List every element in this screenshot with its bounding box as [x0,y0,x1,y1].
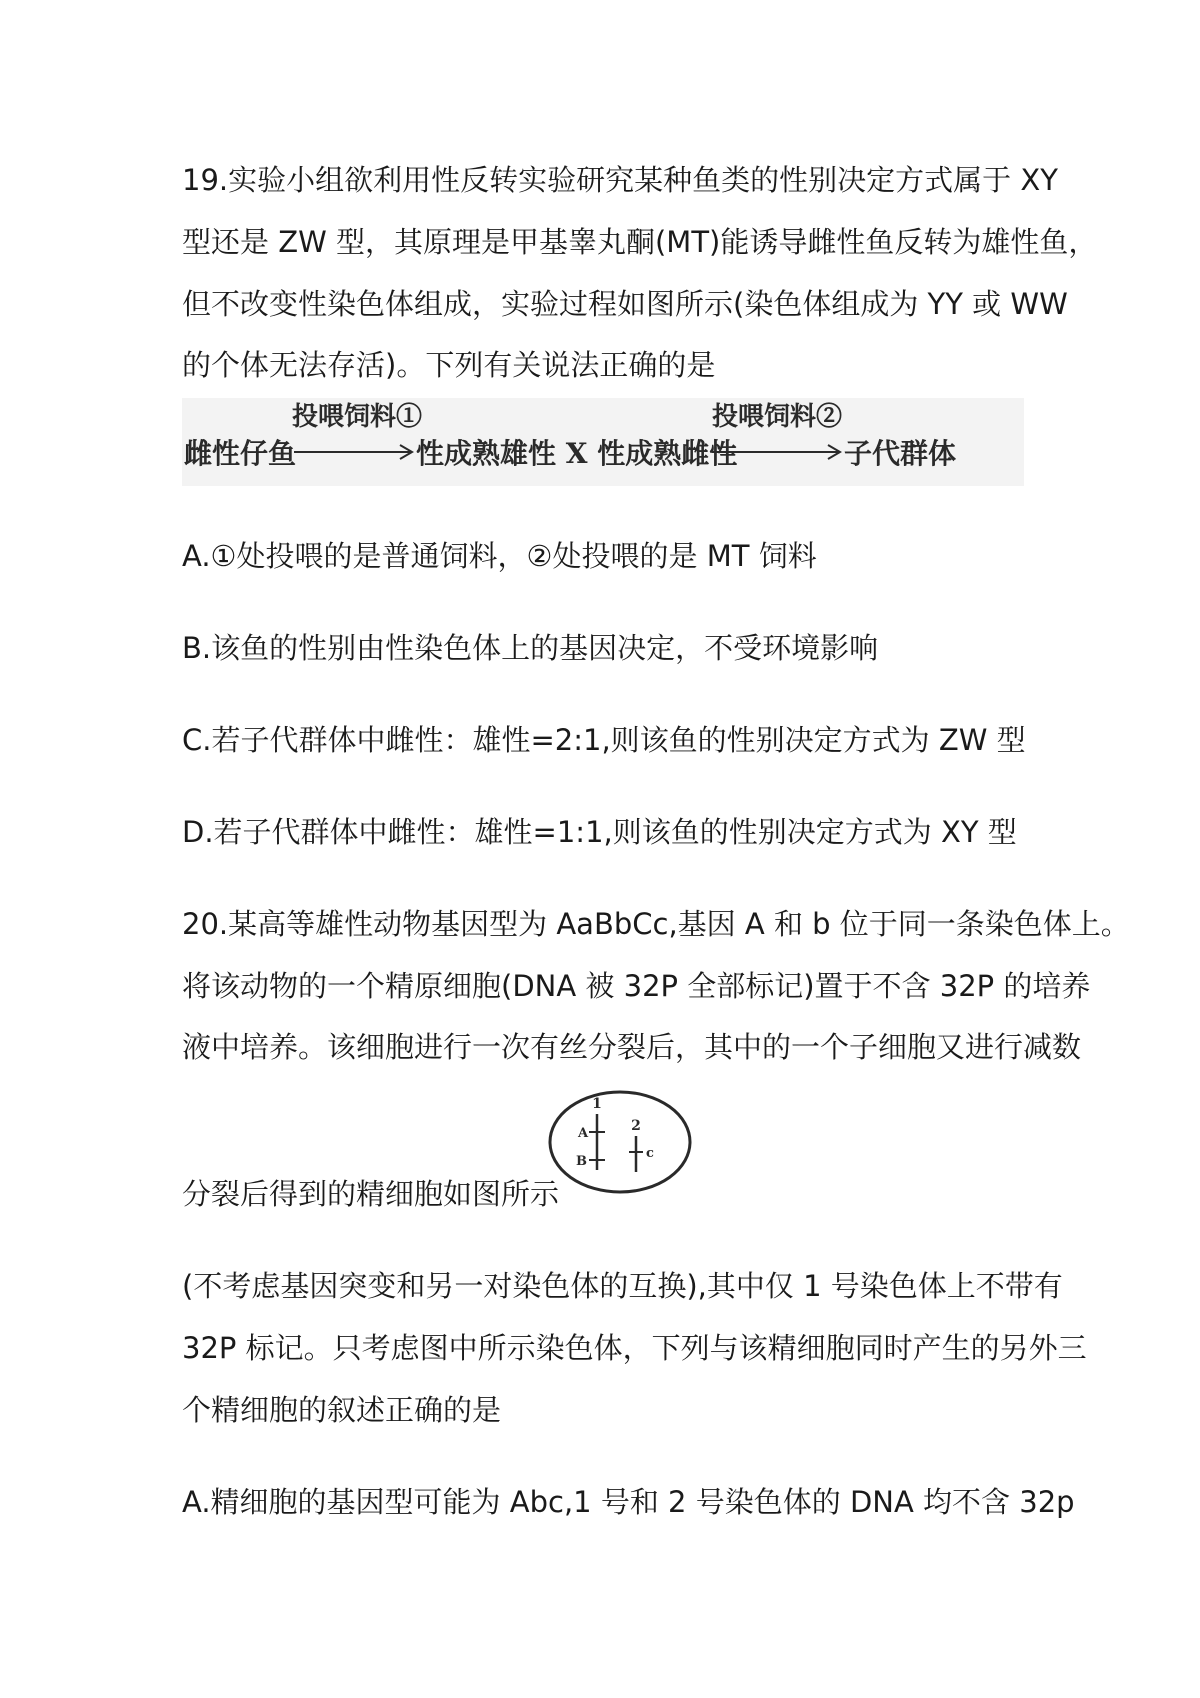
gene-c-label: c [646,1146,654,1161]
q19-option-c: C.若子代群体中雌性：雄性=2:1,则该鱼的性别决定方式为 ZW 型 [182,723,1026,757]
q19-experiment-flow-diagram [182,398,1024,486]
q19-stem-line-1: 19.实验小组欲利用性反转实验研究某种鱼类的性别决定方式属于 XY [182,163,1058,197]
q20-stem-line-4: 分裂后得到的精细胞如图所示 [182,1177,560,1211]
q20-stem-line-5: (不考虑基因突变和另一对染色体的互换),其中仅 1 号染色体上不带有 [182,1269,1063,1303]
flow-middle-node: 性成熟雄性 X 性成熟雌性 [416,437,738,470]
q20-stem-line-6: 32P 标记。只考虑图中所示染色体，下列与该精细胞同时产生的另外三 [182,1331,1087,1365]
sperm-cell-diagram [540,1080,700,1202]
gene-a-label: A [578,1126,589,1141]
q19-option-a: A.①处投喂的是普通饲料，②处投喂的是 MT 饲料 [182,539,817,573]
sperm-cell-figure [540,1080,700,1202]
flow-arrow-2-label: 投喂饲料② [712,402,843,432]
q19-stem-line-3: 但不改变性染色体组成，实验过程如图所示(染色体组成为 YY 或 WW [182,287,1068,321]
q19-stem-line-2: 型还是 ZW 型，其原理是甲基睾丸酮(MT)能诱导雌性鱼反转为雄性鱼， [182,225,1098,259]
flow-start-node: 雌性仔鱼 [184,437,297,470]
q20-option-a: A.精细胞的基因型可能为 Abc,1 号和 2 号染色体的 DNA 均不含 32p [182,1485,1075,1519]
gene-b-label: B [576,1154,587,1169]
q19-option-b: B.该鱼的性别由性染色体上的基因决定，不受环境影响 [182,631,879,665]
flow-end-node: 子代群体 [844,437,957,470]
q19-option-d: D.若子代群体中雌性：雄性=1:1,则该鱼的性别决定方式为 XY 型 [182,815,1017,849]
flow-arrow-1-label: 投喂饲料① [292,402,423,432]
q20-stem-line-1: 20.某高等雄性动物基因型为 AaBbCc,基因 A 和 b 位于同一条染色体上。 [182,907,1130,941]
q20-stem-line-7: 个精细胞的叙述正确的是 [182,1393,502,1427]
q19-stem-line-4: 的个体无法存活)。下列有关说法正确的是 [182,348,716,382]
chromosome-2-number: 2 [631,1118,641,1134]
q20-stem-line-2: 将该动物的一个精原细胞(DNA 被 32P 全部标记)置于不含 32P 的培养 [182,969,1091,1003]
q20-stem-line-3: 液中培养。该细胞进行一次有丝分裂后，其中的一个子细胞又进行减数 [182,1030,1082,1064]
cell-membrane [550,1092,690,1192]
chromosome-1-number: 1 [592,1096,602,1112]
